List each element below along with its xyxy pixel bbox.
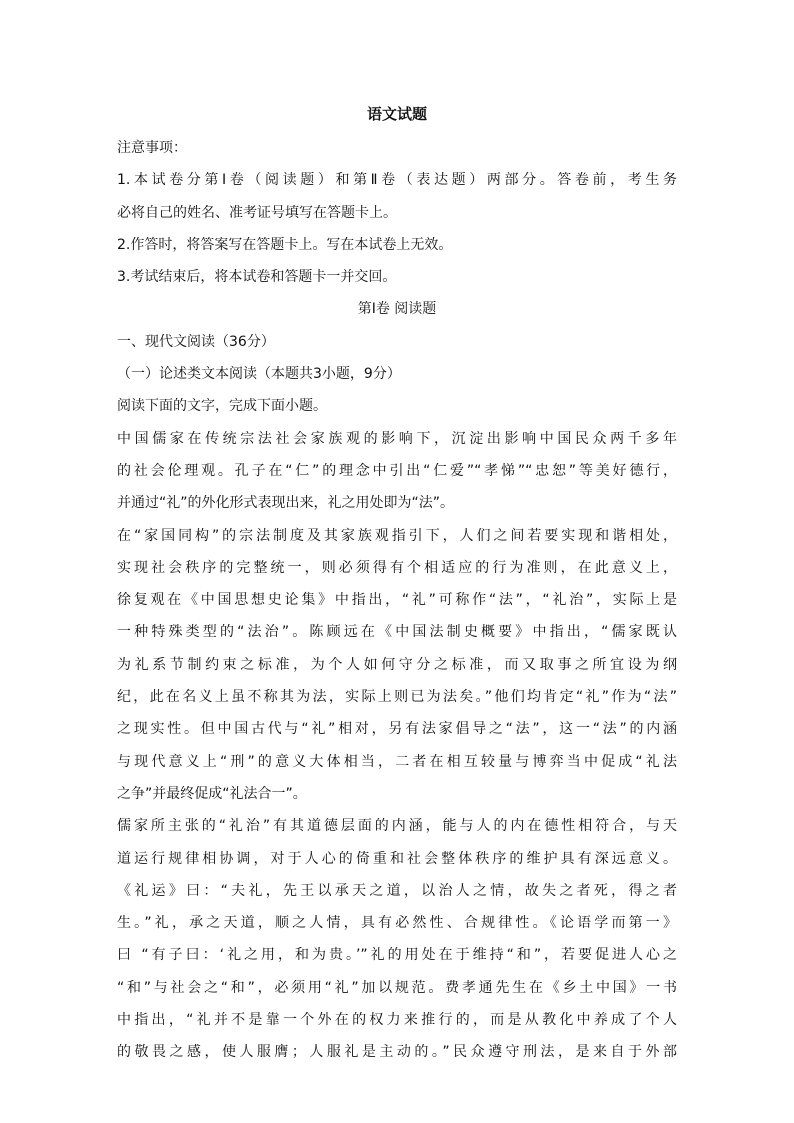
paragraph-3-line: 生。”礼，承之天道，顺之人情，具有必然性、合规律性。《论语学而第一》 — [117, 915, 677, 932]
section-title: 一、现代文阅读（36分） — [117, 333, 275, 350]
notice-item-3: 3.考试结束后，将本试卷和答题卡一并交回。 — [117, 269, 397, 286]
paragraph-1-line: 的社会伦理观。孔子在“仁”的理念中引出“仁爱”“孝悌”“忠恕”等美好德行， — [117, 462, 677, 479]
paragraph-2-line: 实现社会秩序的完整统一，则必须得有个相适应的行为准则，在此意义上， — [117, 559, 677, 576]
paragraph-2-line: 纪，此在名义上虽不称其为法，实际上则已为法矣。”他们均肯定“礼”作为“法” — [117, 689, 677, 706]
paragraph-1-line: 并通过“礼”的外化形式表现出来，礼之用处即为“法”。 — [117, 495, 455, 512]
exam-title: 语文试题 — [366, 105, 427, 123]
paragraph-2-line: 徐复观在《中国思想史论集》中指出，“礼”可称作“法”，“礼治”，实际上是 — [117, 592, 677, 609]
notice-item-1-line-1: 1.本试卷分第Ⅰ卷（阅读题）和第Ⅱ卷（表达题）两部分。答卷前，考生务 — [117, 172, 677, 189]
paragraph-3-line: 《礼运》曰：“夫礼，先王以承天之道，以治人之情，故失之者死，得之者 — [117, 882, 677, 899]
paragraph-3-line: 道运行规律相协调，对于人心的倚重和社会整体秩序的维护具有深远意义。 — [117, 850, 677, 867]
notice-item-2: 2.作答时，将答案写在答题卡上。写在本试卷上无效。 — [117, 236, 453, 253]
paragraph-2-line: 一种特殊类型的“法治”。陈顾远在《中国法制史概要》中指出，“儒家既认 — [117, 624, 677, 641]
paragraph-3-line: 儒家所主张的“礼治”有其道德层面的内涵，能与人的内在德性相符合，与天 — [117, 818, 677, 835]
exam-page — [117, 100, 677, 1069]
paragraph-2-line: 在“家国同构”的宗法制度及其家族观指引下，人们之间若要实现和谐相处， — [117, 527, 677, 544]
notice-heading: 注意事项： — [117, 140, 187, 156]
paragraph-2-line: 为礼系节制约束之标准，为个人如何守分之标准，而又取事之所宜设为纲 — [117, 656, 677, 673]
notice-item-1-line-2: 必将自己的姓名、准考证号填写在答题卡上。 — [117, 204, 397, 221]
paragraph-3-line: 曰 “有子曰：‘礼之用，和为贵。’”礼的用处在于维持“和”，若要促进人心之 — [117, 947, 677, 964]
reading-instruction: 阅读下面的文字，完成下面小题。 — [117, 398, 327, 415]
subsection-title: （一）论述类文本阅读（本题共3小题，9分） — [117, 366, 401, 383]
paragraph-3-line: “和”与社会之“和”，必须用“礼”加以规范。费孝通先生在《乡土中国》一书 — [117, 979, 677, 996]
paragraph-2-line: 之现实性。但中国古代与“礼”相对，另有法家倡导之“法”，这一“法”的内涵 — [117, 721, 677, 738]
volume-title: 第Ⅰ卷 阅读题 — [357, 301, 437, 318]
paragraph-2-line: 之争”并最终促成“礼法合一”。 — [117, 785, 307, 802]
paragraph-3-line: 的敬畏之感，使人服膺；人服礼是主动的。”民众遵守刑法，是来自于外部 — [117, 1044, 677, 1061]
paragraph-3-line: 中指出，“礼并不是靠一个外在的权力来推行的，而是从教化中养成了个人 — [117, 1012, 677, 1029]
paragraph-1-line: 中国儒家在传统宗法社会家族观的影响下，沉淀出影响中国民众两千多年 — [117, 430, 677, 447]
paragraph-2-line: 与现代意义上“刑”的意义大体相当，二者在相互较量与博弈当中促成“礼法 — [117, 753, 677, 770]
